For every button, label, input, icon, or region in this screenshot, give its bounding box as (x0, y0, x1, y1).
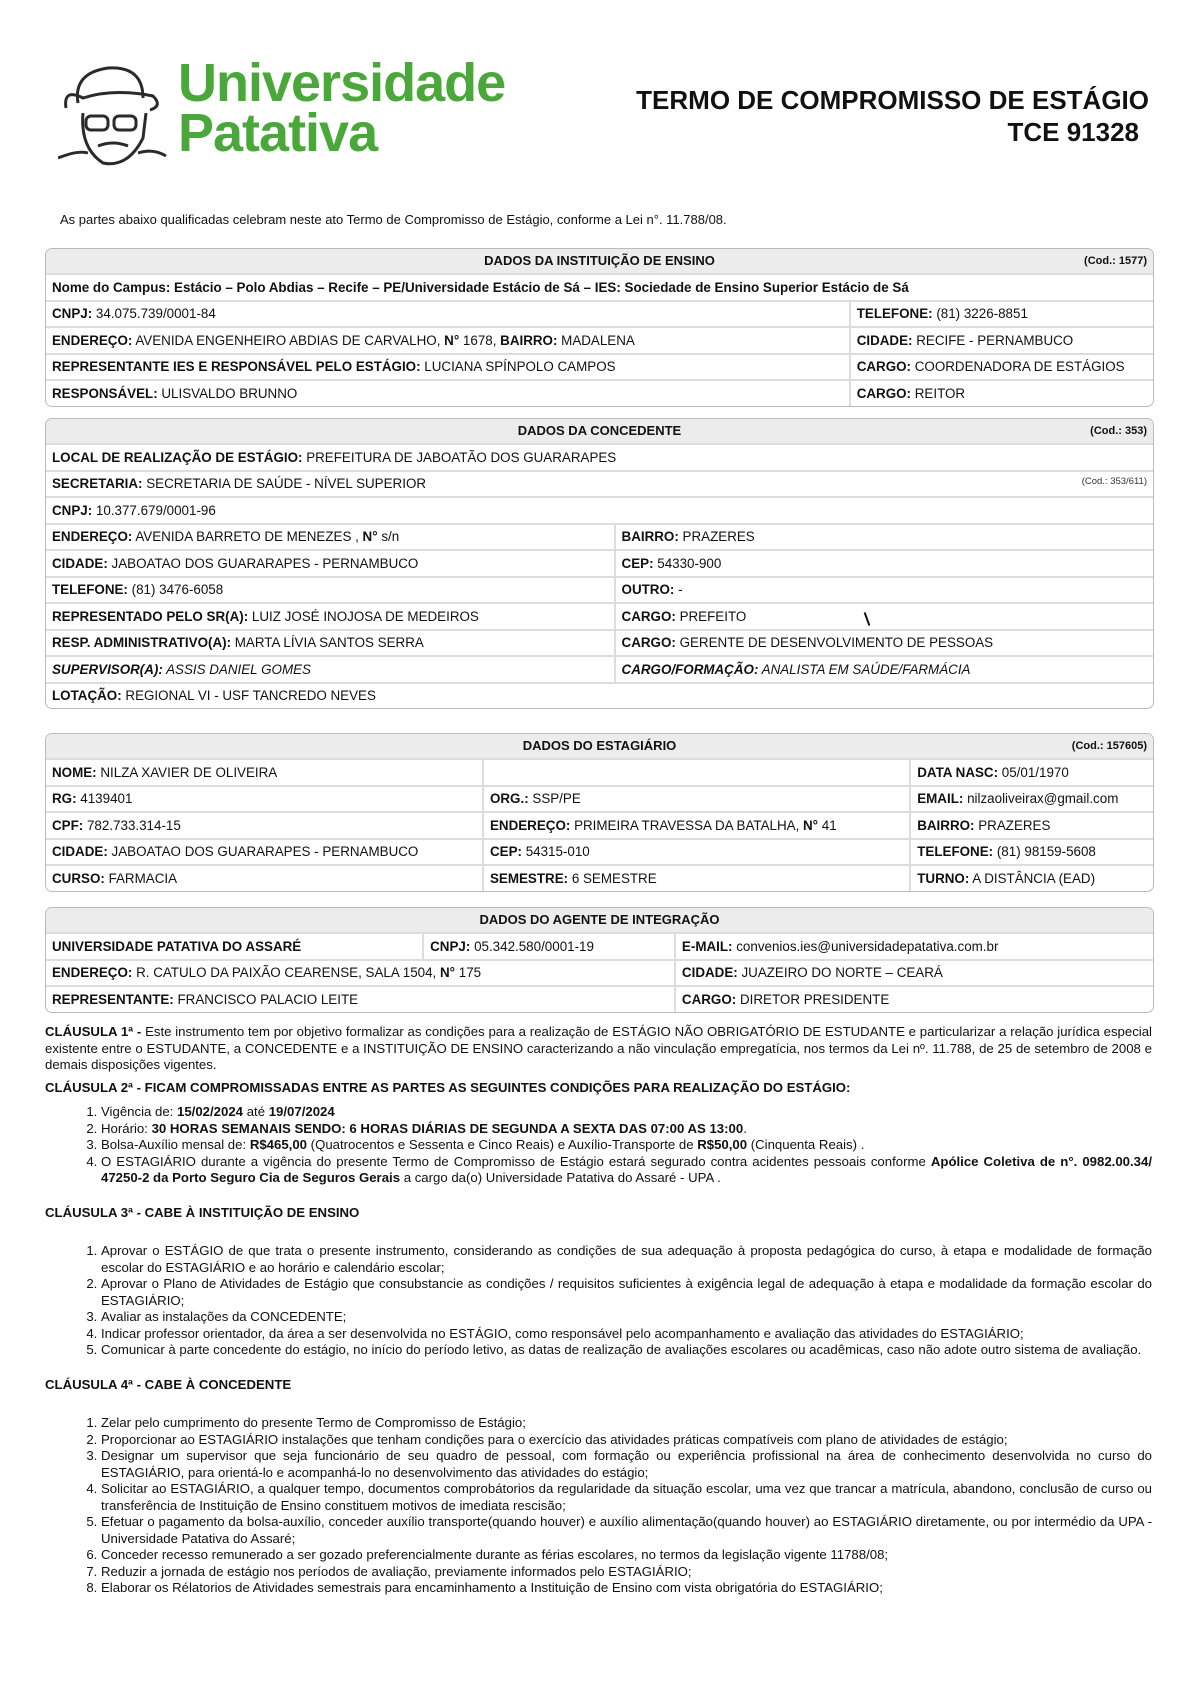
field-label: RG: (52, 791, 77, 807)
table-row (46, 786, 1153, 813)
field-cell (850, 301, 1153, 328)
list-item (101, 1432, 1152, 1449)
field-cell (46, 786, 483, 813)
field-label: CIDADE: (52, 555, 108, 571)
item-text: Comunicar à parte concedente do estágio, no início do período letivo, as datas de realização de avaliações escolares ou acadêmicas, caso não adote outro sistema de avaliação. (101, 1342, 1142, 1357)
field-label: CIDADE: (52, 844, 108, 860)
table-row (46, 550, 1153, 577)
clause-title: CLÁUSULA 1ª - (45, 1024, 142, 1039)
field-cell (46, 683, 1153, 709)
table-row (46, 524, 1153, 551)
field-label: Nome do Campus: Estácio – Polo Abdias – Recife – PE/Universidade Estácio de Sá – IES: Sociedade de Ensino Superior Estácio de Sá (52, 279, 909, 295)
field-value: JABOATAO DOS GUARARAPES - PERNAMBUCO (111, 555, 419, 571)
field-cell (46, 986, 675, 1012)
field-cell (46, 960, 675, 987)
list-item (101, 1415, 1152, 1432)
field-label: CARGO: (856, 359, 912, 375)
field-cell (675, 933, 1153, 960)
item-text: (Quatrocentos e Sessenta e Cinco Reais) e Auxílio-Transporte de (307, 1137, 698, 1152)
field-cell (675, 986, 1153, 1012)
field-label: CARGO/FORMAÇÃO: (621, 661, 759, 677)
field-value: nilzaoliveirax@gmail.com (967, 791, 1119, 807)
bold-text: 19/07/2024 (268, 1104, 335, 1119)
field-value: MADALENA (561, 332, 635, 348)
field-value: (81) 3226-8851 (936, 306, 1028, 322)
list-item (101, 1154, 1152, 1187)
list-item (101, 1243, 1152, 1276)
field-label: ORG.: (489, 791, 529, 807)
clause-2 (45, 1080, 1152, 1187)
field-cell (46, 630, 615, 657)
table-row (46, 630, 1153, 657)
bold-text: R$465,00 (249, 1137, 308, 1152)
clause-title: CLÁUSULA 2ª - FICAM COMPROMISSADAS ENTRE AS PARTES AS SEGUINTES CONDIÇÕES PARA REALIZAÇÃO DO ESTÁGIO: (45, 1079, 851, 1095)
table-row (46, 865, 1153, 891)
field-value: LUCIANA SPÍNPOLO CAMPOS (424, 359, 616, 375)
table-row (46, 656, 1153, 683)
field-label: RESPONSÁVEL: (52, 385, 158, 401)
field-value: COORDENADORA DE ESTÁGIOS (914, 359, 1125, 375)
field-value: convenios.ies@universidadepatativa.com.br (736, 938, 999, 954)
bold-text: 15/02/2024 (177, 1104, 244, 1119)
field-value: 6 SEMESTRE (571, 870, 657, 886)
field-value: 175 (458, 965, 482, 981)
table-row (46, 577, 1153, 604)
item-text: Horário: (101, 1120, 152, 1136)
field-value: ASSIS DANIEL GOMES (166, 661, 311, 677)
field-label: N° (362, 529, 378, 545)
field-value: 54330-900 (657, 555, 722, 571)
section-agente (45, 907, 1154, 1013)
field-cell (46, 274, 1153, 301)
field-label: LOTAÇÃO: (52, 688, 122, 704)
field-label: DATA NASC: (917, 764, 999, 780)
field-cell (483, 786, 910, 813)
title-line-1: TERMO DE COMPROMISSO DE ESTÁGIO (636, 85, 1149, 115)
field-value: REITOR (914, 385, 966, 401)
field-label: N° (444, 332, 460, 348)
item-text: Aprovar o Plano de Atividades de Estágio que consubstancie as condições / requisitos suficientes à exigência legal de adequação à etapa e modalidade da formação escolar do ESTAGIÁRIO; (101, 1276, 1152, 1308)
bold-text: R$50,00 (697, 1137, 748, 1152)
table-row (46, 301, 1153, 328)
item-text: a cargo da(o) Universidade Patativa do Assaré - UPA . (400, 1170, 721, 1185)
list-item (101, 1276, 1152, 1309)
field-label: BAIRRO: (621, 529, 679, 545)
field-cell (46, 865, 483, 891)
field-value: 34.075.739/0001-84 (95, 306, 216, 322)
field-cell (46, 759, 483, 786)
field-label: REPRESENTADO PELO SR(A): (52, 608, 249, 624)
field-cell (910, 839, 1153, 866)
field-label: CPF: (52, 817, 84, 833)
field-label: CEP: (621, 555, 654, 571)
field-label: CEP: (489, 844, 522, 860)
field-cell (615, 550, 1153, 577)
item-text: até (243, 1104, 269, 1119)
table-row (46, 960, 1153, 987)
table-row (46, 327, 1153, 354)
item-text: Zelar pelo cumprimento do presente Termo de Compromisso de Estágio; (101, 1415, 526, 1430)
field-cell (615, 603, 1153, 630)
item-text: Proporcionar ao ESTAGIÁRIO instalações que tenham condições para o exercício das atividades práticas compatíveis com plano de atividades de estágio; (101, 1431, 1008, 1447)
field-cell (46, 550, 615, 577)
table-row (46, 354, 1153, 381)
logo-line-2: Patativa (178, 103, 378, 163)
bold-text: 30 HORAS SEMANAIS SENDO: 6 HORAS DIÁRIAS DE SEGUNDA A SEXTA DAS 07:00 AS 13:00 (151, 1120, 744, 1136)
field-cell (483, 812, 910, 839)
field-label: SUPERVISOR(A): (52, 661, 163, 677)
field-cell (46, 656, 615, 683)
item-text: Aprovar o ESTÁGIO de que trata o presente instrumento, considerando as condições de sua adequação à proposta pedagógica do curso, à etapa e modalidade de formação escolar do ESTAGIÁRIO e ao horário e calendário escolar; (101, 1243, 1152, 1275)
section-title: DADOS DO AGENTE DE INTEGRAÇÃO (479, 912, 720, 927)
logo-line-1: Universidade (178, 53, 506, 113)
field-label: CARGO: (621, 635, 676, 651)
field-cell (46, 380, 850, 406)
field-cell (910, 786, 1153, 813)
field-cell (46, 812, 483, 839)
field-cell (46, 933, 423, 960)
clause-list (45, 1243, 1152, 1359)
field-cell (46, 354, 850, 381)
item-text: Efetuar o pagamento da bolsa-auxílio, conceder auxílio transporte(quando houver) e auxílio alimentação(quando houver) ao ESTAGIÁRIO diretamente, ou por intermédio da UPA - Universidade Patativa do Assaré; (101, 1514, 1152, 1546)
list-item (101, 1580, 1152, 1597)
field-value: MARTA LÍVIA SANTOS SERRA (234, 635, 424, 651)
field-value: R. CATULO DA PAIXÃO CEARENSE, SALA 1504, (136, 965, 440, 981)
field-cell (615, 656, 1153, 683)
field-cell (46, 327, 850, 354)
section-code: (Cod.: 353) (1090, 425, 1147, 437)
field-value: NILZA XAVIER DE OLIVEIRA (100, 764, 278, 780)
field-label: TURNO: (917, 870, 970, 886)
field-value: JUAZEIRO DO NORTE – CEARÁ (741, 965, 943, 981)
patativa-portrait-icon (58, 58, 168, 173)
field-value: (81) 3476-6058 (131, 582, 224, 598)
item-text: Reduzir a jornada de estágio nos períodos de avaliação, previamente informados pelo ESTAGIÁRIO; (101, 1563, 692, 1579)
field-cell (615, 630, 1153, 657)
field-label: ENDEREÇO: (52, 332, 133, 348)
field-value: 05.342.580/0001-19 (474, 938, 594, 954)
field-label: CNPJ: (52, 502, 93, 518)
field-value: REGIONAL VI - USF TANCREDO NEVES (125, 688, 376, 704)
field-label: N° (803, 817, 819, 833)
field-cell (46, 524, 615, 551)
item-text: Solicitar ao ESTAGIÁRIO, a qualquer tempo, documentos comprobátorios da regularidade da situação escolar, uma vez que trancar a matrícula, abandono, conclusão de curso ou transferência de Instituição de Ensino constituem motivos de imediata rescisão; (101, 1481, 1152, 1513)
field-value: (81) 98159-5608 (996, 844, 1096, 860)
item-text: (Cinquenta Reais) . (747, 1137, 865, 1152)
clause-title: CLÁUSULA 4ª - CABE À CONCEDENTE (45, 1376, 292, 1392)
field-value: SSP/PE (532, 791, 581, 807)
list-item (101, 1137, 1152, 1154)
table-row (46, 683, 1153, 709)
field-cell (423, 933, 675, 960)
section-code: (Cod.: 157605) (1071, 740, 1147, 752)
section-header (46, 249, 1153, 273)
table-row (46, 444, 1153, 471)
field-value: PRAZERES (978, 817, 1051, 833)
clause-body: Este instrumento tem por objetivo formalizar as condições para a realização de ESTÁGIO NÃO OBRIGATÓRIO DE ESTUDANTE e particularizar a relação jurídica especial existente entre o ESTUDANTE, a CONCEDENTE e a INSTITUIÇÃO DE ENSINO caracterizando a não vinculação empregatícia, nos termos da Lei nº. 11.788, de 25 de setembro de 2008 e demais disposições vigentes. (45, 1024, 1152, 1072)
field-value: - (678, 582, 683, 598)
document-title (636, 84, 1149, 148)
field-value: AVENIDA ENGENHEIRO ABDIAS DE CARVALHO, (135, 332, 445, 348)
item-text: Indicar professor orientador, da área a ser desenvolvida no ESTÁGIO, como responsável pelo acompanhamento e avaliação das atividades do ESTAGIÁRIO; (101, 1325, 1024, 1341)
field-cell (675, 960, 1153, 987)
field-value: 10.377.679/0001-96 (95, 502, 216, 518)
clause-3 (45, 1205, 1152, 1359)
field-cell (483, 759, 910, 786)
clause-text (45, 1024, 1152, 1074)
field-label: OUTRO: (621, 582, 675, 598)
list-item (101, 1547, 1152, 1564)
field-label: ENDEREÇO: (489, 817, 571, 833)
field-cell (850, 354, 1153, 381)
tce-number: TCE 91328 (1007, 117, 1139, 147)
field-cell (910, 865, 1153, 891)
section-header (46, 419, 1153, 443)
table-row (46, 812, 1153, 839)
table-row (46, 380, 1153, 406)
field-label: N° (439, 965, 456, 981)
field-cell (483, 865, 910, 891)
field-label: UNIVERSIDADE PATATIVA DO ASSARÉ (52, 938, 302, 954)
field-value: RECIFE - PERNAMBUCO (916, 332, 1074, 348)
field-cell (46, 603, 615, 630)
item-text: Bolsa-Auxílio mensal de: (101, 1137, 250, 1152)
field-cell (46, 471, 1153, 498)
field-cell (910, 812, 1153, 839)
field-cell (850, 380, 1153, 406)
field-value: GERENTE DE DESENVOLVIMENTO DE PESSOAS (679, 635, 994, 651)
field-value: A DISTÂNCIA (EAD) (972, 870, 1096, 886)
field-value: 05/01/1970 (1001, 764, 1069, 780)
field-cell (483, 839, 910, 866)
sub-code: (Cod.: 353/611) (1081, 476, 1147, 488)
field-label: CARGO: (681, 991, 737, 1007)
clause-list (45, 1104, 1152, 1187)
field-cell (615, 577, 1153, 604)
field-value: PRIMEIRA TRAVESSA DA BATALHA, (574, 817, 804, 833)
clauses (45, 1024, 1152, 1597)
field-value: DIRETOR PRESIDENTE (739, 991, 890, 1007)
item-text: Designar um supervisor que seja funcionário de seu quadro de pessoal, com formação ou experiência profissional na área de conhecimento desenvolvida no curso do ESTAGIÁRIO, para orientá-lo e acompanhá-lo no desenvolvimento das atividades do estágio; (101, 1448, 1152, 1480)
field-label: BAIRRO: (917, 817, 975, 833)
item-text: Elaborar os Rélatorios de Atividades semestrais para encaminhamento a Instituição de Ensino com vista obrigatória do ESTAGIÁRIO; (101, 1580, 883, 1595)
field-cell (850, 327, 1153, 354)
field-cell (910, 759, 1153, 786)
item-text: Avaliar as instalações da CONCEDENTE; (101, 1309, 347, 1324)
field-label: CNPJ: (52, 306, 93, 322)
clause-title: CLÁUSULA 3ª - CABE À INSTITUIÇÃO DE ENSINO (45, 1204, 360, 1220)
section-header (46, 734, 1153, 758)
item-text: Vigência de: (101, 1104, 178, 1119)
field-cell (46, 497, 1153, 524)
field-value: LUIZ JOSÉ INOJOSA DE MEDEIROS (251, 608, 479, 624)
field-value: PRAZERES (682, 529, 755, 545)
field-label: E-MAIL: (681, 938, 733, 954)
field-value: 782.733.314-15 (86, 817, 181, 833)
field-label: CARGO: (621, 608, 676, 624)
field-label: RESP. ADMINISTRATIVO(A): (52, 635, 232, 651)
list-item (101, 1326, 1152, 1343)
section-institution (45, 248, 1154, 407)
section-title: DADOS DA INSTITUIÇÃO DE ENSINO (484, 253, 715, 268)
field-label: TELEFONE: (856, 306, 933, 322)
field-label: SECRETARIA: (52, 476, 143, 492)
field-value: AVENIDA BARRETO DE MENEZES , (135, 529, 363, 545)
table-row (46, 497, 1153, 524)
field-label: ENDEREÇO: (52, 965, 133, 981)
field-label: SEMESTRE: (489, 870, 569, 886)
field-cell (46, 577, 615, 604)
field-value: FARMACIA (108, 870, 178, 886)
section-title: DADOS DO ESTAGIÁRIO (522, 738, 677, 753)
clause-list (45, 1415, 1152, 1597)
field-cell (46, 301, 850, 328)
field-value: ANALISTA EM SAÚDE/FARMÁCIA (761, 661, 971, 677)
list-item (101, 1448, 1152, 1481)
section-code: (Cod.: 1577) (1084, 255, 1147, 267)
list-item (101, 1342, 1152, 1359)
field-value: ULISVALDO BRUNNO (161, 385, 298, 401)
list-item (101, 1564, 1152, 1581)
table-row (46, 933, 1153, 960)
field-value: 41 (821, 817, 837, 833)
field-label: LOCAL DE REALIZAÇÃO DE ESTÁGIO: (52, 449, 303, 465)
table-row (46, 839, 1153, 866)
field-value: 1678, (462, 332, 501, 348)
field-value: 54315-010 (525, 844, 590, 860)
field-label: NOME: (52, 764, 97, 780)
field-label: REPRESENTANTE: (52, 991, 174, 1007)
item-text: O ESTAGIÁRIO durante a vigência do presente Termo de Compromisso de Estágio estará segurado contra acidentes pessoais conforme (101, 1153, 931, 1169)
section-header (46, 908, 1153, 932)
field-value: s/n (381, 529, 400, 545)
section-estagiario (45, 733, 1154, 892)
section-concedente (45, 418, 1154, 709)
field-label: CIDADE: (856, 332, 913, 348)
list-item (101, 1121, 1152, 1138)
field-label: CIDADE: (681, 965, 738, 981)
table-row (46, 759, 1153, 786)
bold-text: Apólice Coletiva de n°. 0982.00.34/ 47250-2 da Porto Seguro Cia de Seguros Gerais (101, 1153, 1152, 1185)
field-label: BAIRRO: (500, 332, 558, 348)
field-label: CURSO: (52, 870, 105, 886)
intro-text: As partes abaixo qualificadas celebram neste ato Termo de Compromisso de Estágio, conforme a Lei n°. 11.788/08. (60, 212, 727, 227)
field-label: EMAIL: (917, 791, 964, 807)
field-value: JABOATAO DOS GUARARAPES - PERNAMBUCO (111, 844, 419, 860)
field-label: TELEFONE: (52, 582, 128, 598)
item-text: . (743, 1120, 747, 1136)
field-cell (615, 524, 1153, 551)
field-value: PREFEITO (679, 608, 747, 624)
field-cell (46, 839, 483, 866)
field-label: REPRESENTANTE IES E RESPONSÁVEL PELO ESTÁGIO: (52, 359, 421, 375)
university-logo (58, 53, 528, 178)
table-row (46, 603, 1153, 630)
list-item (101, 1481, 1152, 1514)
field-value: FRANCISCO PALACIO LEITE (177, 991, 359, 1007)
field-label: ENDEREÇO: (52, 529, 133, 545)
item-text: Conceder recesso remunerado a ser gozado preferencialmente durante as férias escolares, no termos da legislação vigente 11788/08; (101, 1547, 889, 1562)
field-label: CNPJ: (430, 938, 471, 954)
table-row (46, 986, 1153, 1012)
clause-1 (45, 1024, 1152, 1074)
section-title: DADOS DA CONCEDENTE (517, 423, 682, 438)
table-row (46, 274, 1153, 301)
clause-4 (45, 1377, 1152, 1597)
field-cell (46, 444, 1153, 471)
list-item (101, 1104, 1152, 1121)
field-value: 4139401 (80, 791, 133, 807)
field-value: PREFEITURA DE JABOATÃO DOS GUARARAPES (306, 449, 617, 465)
field-label: CARGO: (856, 385, 912, 401)
list-item (101, 1309, 1152, 1326)
list-item (101, 1514, 1152, 1547)
field-value: SECRETARIA DE SAÚDE - NÍVEL SUPERIOR (146, 476, 427, 492)
field-label: TELEFONE: (917, 844, 994, 860)
table-row (46, 471, 1153, 498)
